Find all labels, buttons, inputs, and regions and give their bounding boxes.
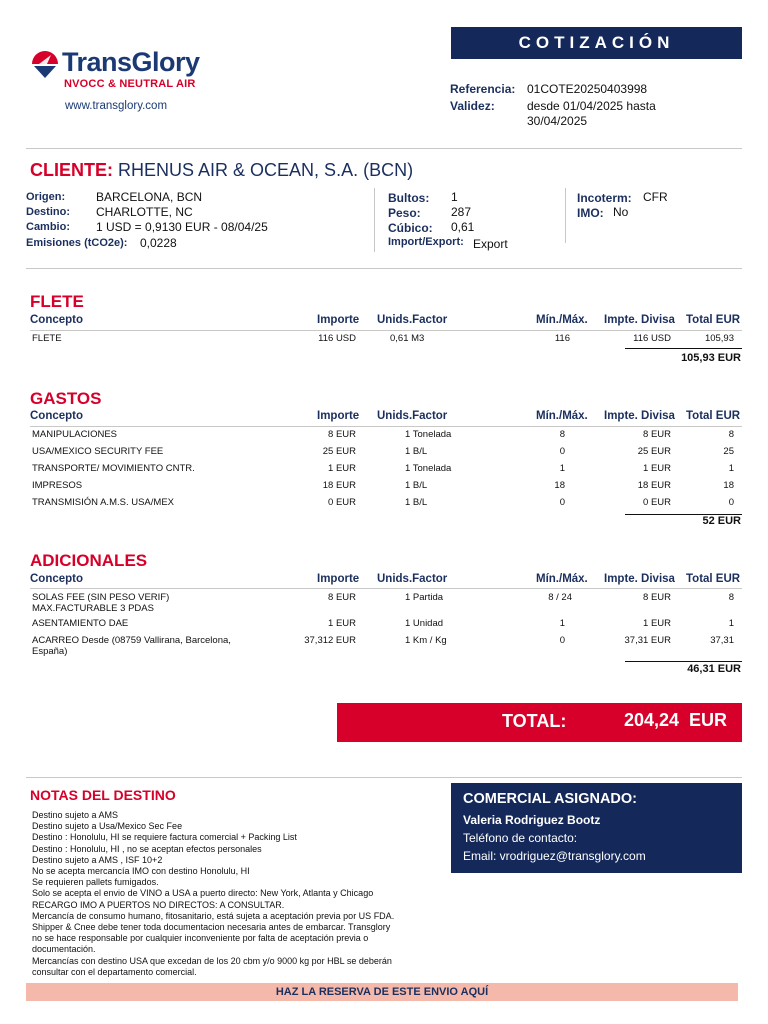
row-minmax: 0 (559, 497, 565, 508)
row-concept (32, 592, 169, 614)
row-minmax: 1 (559, 463, 565, 474)
note-line: Shipper & Cnee debe tener toda documentacion necesaria antes de embarcar. Transglory (32, 922, 391, 933)
col-minmax: Mín./Máx. (536, 573, 588, 585)
col-currency: Impte. Divisa (604, 314, 675, 326)
col-total: Total EUR (686, 410, 741, 422)
note-line: Destino : Honolulu, HI , no se aceptan efectos personales (32, 843, 262, 854)
incoterm-value: CFR (643, 190, 668, 204)
column-divider (374, 188, 375, 252)
row-minmax: 116 (554, 333, 570, 344)
sales-rep-name: Valeria Rodriguez Bootz (463, 813, 601, 827)
note-line: Destino sujeto a AMS (32, 810, 119, 820)
row-minmax: 0 (559, 446, 565, 457)
exchange-value: 1 USD = 0,9130 EUR - 08/04/25 (96, 220, 268, 234)
row-minmax: 0 (559, 635, 565, 646)
flete-table-header (0, 314, 768, 328)
emissions-label: Emisiones (tCO2e): (26, 237, 128, 249)
gastos-table-header (0, 410, 768, 424)
row-concept: FLETE (32, 333, 62, 344)
note-line: RECARGO IMO A PUERTOS NO DIRECTOS: A CONSULTAR. (32, 899, 285, 910)
row-amount: 0 EUR (328, 497, 356, 508)
col-concept: Concepto (30, 573, 84, 585)
flete-section-title: FLETE (30, 292, 84, 311)
row-total: 18 (723, 480, 734, 491)
row-currency: 25 EUR (637, 446, 671, 457)
weight-label: Peso: (388, 206, 421, 220)
notes-title: NOTAS DEL DESTINO (30, 787, 176, 803)
row-total: 0 (728, 497, 734, 508)
client-name: RHENUS AIR & OCEAN, S.A. (BCN) (118, 160, 414, 180)
note-line: no se hace responsable por cualquier inconveniente por falta de aceptación previa o (32, 933, 369, 944)
total-label: TOTAL: (502, 711, 567, 731)
row-factor: 1 B/L (405, 480, 428, 491)
row-currency: 37,31 EUR (624, 635, 671, 646)
row-total: 8 (728, 429, 734, 440)
row-minmax: 8 (559, 429, 565, 440)
table-header-line (30, 588, 742, 589)
row-concept: USA/MEXICO SECURITY FEE (32, 446, 164, 457)
row-factor: 1 Tonelada (405, 429, 452, 440)
row-total: 1 (728, 463, 734, 474)
col-total: Total EUR (686, 314, 741, 326)
sales-rep-email[interactable]: Email: vrodriguez@transglory.com (463, 849, 646, 863)
row-currency: 1 EUR (643, 618, 671, 629)
row-total: 8 (728, 592, 734, 603)
subtotal-line (625, 348, 742, 349)
row-total: 25 (723, 446, 734, 457)
note-line: Mercancía de consumo humano, fitosanitario, está sujeta a aceptación previa por US FDA. (32, 910, 395, 921)
row-minmax: 8 / 24 (548, 592, 572, 603)
impexp-label: Import/Export: (388, 236, 464, 248)
adicionales-subtotal: 46,31 EUR (687, 663, 741, 675)
col-factor: Unids.Factor (377, 410, 448, 422)
adicionales-section-title: ADICIONALES (30, 551, 148, 570)
row-concept: TRANSMISIÓN A.M.S. USA/MEX (32, 497, 174, 508)
divider (26, 148, 742, 149)
row-concept-line: MAX.FACTURABLE 3 PDAS (32, 603, 154, 614)
row-amount: 8 EUR (328, 429, 356, 440)
gastos-section-title: GASTOS (30, 389, 102, 408)
divider (26, 777, 742, 778)
divider (26, 268, 742, 269)
col-factor: Unids.Factor (377, 314, 448, 326)
row-total: 37,31 (710, 635, 734, 646)
client-label: CLIENTE: (30, 160, 113, 180)
col-minmax: Mín./Máx. (536, 314, 588, 326)
weight-value: 287 (451, 205, 472, 219)
row-factor: 1 B/L (405, 446, 428, 457)
col-amount: Importe (317, 314, 360, 326)
column-divider (565, 188, 566, 243)
website-link[interactable]: www.transglory.com (65, 100, 168, 112)
subtotal-line (625, 661, 742, 662)
row-currency: 8 EUR (643, 592, 671, 603)
client-line (30, 160, 413, 181)
col-amount: Importe (317, 410, 360, 422)
row-factor: 1 Unidad (405, 618, 444, 629)
row-amount: 37,312 EUR (304, 635, 356, 646)
total-value: 204,24 (624, 710, 680, 730)
imo-value: No (613, 205, 629, 219)
col-concept: Concepto (30, 410, 84, 422)
notes-list (32, 810, 452, 978)
imo-label: IMO: (577, 206, 604, 220)
sales-rep-title: COMERCIAL ASIGNADO: (463, 791, 637, 807)
destination-value: CHARLOTTE, NC (96, 205, 193, 219)
col-total: Total EUR (686, 573, 741, 585)
brand-tagline: NVOCC & NEUTRAL AIR (64, 78, 196, 90)
col-amount: Importe (317, 573, 360, 585)
row-factor: 0,61 M3 (390, 333, 425, 344)
row-amount: 1 EUR (328, 463, 356, 474)
col-concept: Concepto (30, 314, 84, 326)
row-currency: 0 EUR (643, 497, 671, 508)
note-line: Se requieren pallets fumigados. (32, 877, 159, 888)
volume-value: 0,61 (451, 220, 475, 234)
adicionales-table-header (0, 573, 768, 587)
row-total: 1 (728, 618, 734, 629)
total-bar (337, 703, 742, 742)
total-currency: EUR (689, 710, 728, 730)
note-line: Mercancías con destino USA que excedan de los 20 cbm y/o 9000 kg por HBL se deberán (32, 955, 392, 966)
col-minmax: Mín./Máx. (536, 410, 588, 422)
note-line: consultar con el departamento comercial. (32, 966, 197, 977)
impexp-value: Export (473, 237, 508, 251)
row-concept: ASENTAMIENTO DAE (32, 618, 129, 629)
row-amount: 116 USD (318, 333, 356, 344)
row-factor: 1 Tonelada (405, 463, 452, 474)
row-factor: 1 Km / Kg (405, 635, 447, 646)
transglory-logo-icon (30, 51, 60, 79)
row-concept: TRANSPORTE/ MOVIMIENTO CNTR. (32, 463, 195, 474)
row-amount: 1 EUR (328, 618, 356, 629)
row-concept: IMPRESOS (32, 480, 83, 491)
row-currency: 116 USD (633, 333, 671, 344)
row-total: 105,93 (704, 333, 734, 344)
sales-rep-box (451, 783, 742, 873)
row-concept-line: ACARREO Desde (08759 Vallirana, Barcelona, (32, 635, 231, 646)
gastos-subtotal: 52 EUR (702, 515, 741, 527)
table-header-line (30, 426, 742, 427)
origin-label: Origen: (26, 191, 66, 203)
emissions-value: 0,0228 (140, 236, 177, 250)
row-factor: 1 Partida (405, 592, 444, 603)
incoterm-label: Incoterm: (577, 191, 632, 205)
note-line: Destino sujeto a Usa/Mexico Sec Fee (32, 821, 183, 832)
reference-label: Referencia: (450, 82, 516, 96)
row-concept (32, 635, 231, 657)
row-concept-line: España) (32, 646, 68, 657)
table-header-line (30, 330, 742, 331)
validity-value: desde 01/04/2025 hasta (527, 99, 656, 113)
row-amount: 18 EUR (322, 480, 356, 491)
row-amount: 25 EUR (322, 446, 356, 457)
validity-value-end: 30/04/2025 (527, 114, 588, 128)
note-line: documentación. (32, 944, 96, 955)
col-currency: Impte. Divisa (604, 410, 675, 422)
reference-value: 01COTE20250403998 (527, 82, 648, 96)
row-concept: MANIPULACIONES (32, 429, 117, 440)
row-currency: 8 EUR (643, 429, 671, 440)
brand-name: TransGlory (62, 47, 200, 77)
note-line: Destino : Honolulu, HI se requiere factura comercial + Packing List (32, 832, 297, 843)
validity-label: Validez: (450, 99, 495, 113)
destination-label: Destino: (26, 206, 70, 218)
note-line: No se acepta mercancía IMO con destino Honolulu, HI (32, 866, 250, 877)
origin-value: BARCELONA, BCN (96, 190, 203, 204)
note-line: Solo se acepta el envio de VINO a USA a puerto directo: New York, Atlanta y Chicago (32, 888, 374, 899)
row-currency: 18 EUR (637, 480, 671, 491)
document-title: COTIZACIÓN (451, 27, 742, 59)
row-minmax: 1 (559, 618, 565, 629)
sales-rep-phone: Teléfono de contacto: (463, 831, 578, 845)
note-line: Destino sujeto a AMS , ISF 10+2 (32, 854, 163, 865)
row-currency: 1 EUR (643, 463, 671, 474)
volume-label: Cúbico: (388, 221, 433, 235)
col-factor: Unids.Factor (377, 573, 448, 585)
row-amount: 8 EUR (328, 592, 356, 603)
exchange-label: Cambio: (26, 221, 70, 233)
row-concept-line: SOLAS FEE (SIN PESO VERIF) (32, 592, 170, 603)
flete-subtotal: 105,93 EUR (681, 352, 741, 364)
row-minmax: 18 (554, 480, 565, 491)
col-currency: Impte. Divisa (604, 573, 675, 585)
book-shipment-button[interactable]: HAZ LA RESERVA DE ESTE ENVIO AQUÍ (26, 983, 738, 1001)
packages-label: Bultos: (388, 191, 430, 205)
row-factor: 1 B/L (405, 497, 428, 508)
packages-value: 1 (451, 190, 458, 204)
